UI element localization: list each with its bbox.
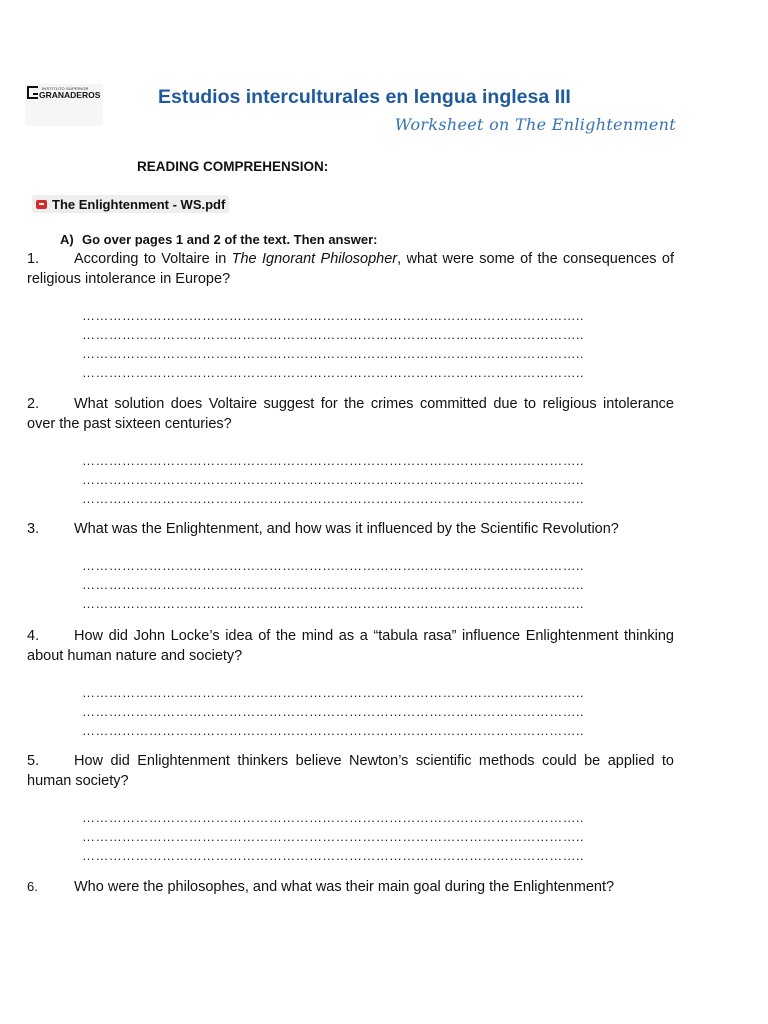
page-subtitle: Worksheet on The Enlightenment — [394, 115, 676, 134]
answer-line[interactable]: ………………………………………………………………………………………………….. — [82, 848, 584, 863]
answer-line[interactable]: ………………………………………………………………………………………………….. — [82, 365, 584, 380]
answer-line[interactable]: ………………………………………………………………………………………………….. — [82, 472, 584, 487]
answer-line[interactable]: ………………………………………………………………………………………………….. — [82, 704, 584, 719]
answer-line[interactable]: ………………………………………………………………………………………………….. — [82, 810, 584, 825]
question-number: 5. — [27, 753, 40, 769]
answer-lines — [82, 808, 666, 865]
answer-line[interactable]: ………………………………………………………………………………………………….. — [82, 596, 584, 611]
question-text: What was the Enlightenment, and how was it influenced by the Scientific Revolution? — [74, 521, 619, 537]
logo-small-text: INSTITUTO SUPERIOR — [42, 86, 89, 91]
answer-lines — [82, 451, 666, 508]
question-number: 3. — [27, 521, 40, 537]
question-text: According to Voltaire in — [74, 251, 232, 267]
question-text: How did Enlightenment thinkers believe Newton’s scientific methods could be applied to human society? — [27, 753, 674, 789]
question-text: What solution does Voltaire suggest for the crimes committed due to religious intolerance over the past sixteen centuries? — [27, 396, 674, 432]
answer-line[interactable]: ………………………………………………………………………………………………….. — [82, 308, 584, 323]
answer-line[interactable]: ………………………………………………………………………………………………….. — [82, 327, 584, 342]
page-title: Estudios interculturales en lengua inglesa III — [158, 86, 571, 108]
answer-line[interactable]: ………………………………………………………………………………………………….. — [82, 491, 584, 506]
instruction — [60, 232, 377, 247]
instruction-text: Go over pages 1 and 2 of the text. Then answer: — [82, 232, 378, 247]
answer-line[interactable]: ………………………………………………………………………………………………….. — [82, 558, 584, 573]
question-number: 4. — [27, 628, 40, 644]
question-1 — [27, 249, 674, 289]
instruction-marker: A) — [60, 232, 74, 247]
logo-mark-icon — [27, 86, 38, 99]
answer-lines — [82, 556, 666, 613]
answer-line[interactable]: ………………………………………………………………………………………………….. — [82, 577, 584, 592]
question-2 — [27, 394, 674, 434]
question-6 — [27, 877, 674, 897]
pdf-attachment-chip[interactable] — [32, 195, 229, 213]
answer-line[interactable]: ………………………………………………………………………………………………….. — [82, 829, 584, 844]
answer-line[interactable]: ………………………………………………………………………………………………….. — [82, 453, 584, 468]
section-heading: READING COMPREHENSION: — [137, 159, 329, 174]
pdf-icon — [36, 200, 47, 209]
question-text-rest: , what were some of the consequences of religious intolerance in Europe? — [27, 251, 674, 287]
logo-name: GRANADEROS — [39, 90, 101, 100]
answer-line[interactable]: ………………………………………………………………………………………………….. — [82, 346, 584, 361]
answer-line[interactable]: ………………………………………………………………………………………………….. — [82, 685, 584, 700]
question-3 — [27, 519, 674, 539]
question-5 — [27, 751, 674, 791]
question-number: 6. — [27, 879, 38, 894]
question-4 — [27, 626, 674, 666]
answer-line[interactable]: ………………………………………………………………………………………………….. — [82, 723, 584, 738]
institute-logo — [25, 84, 103, 126]
question-number: 1. — [27, 251, 40, 267]
question-text-italic: The Ignorant Philosopher — [231, 251, 398, 267]
question-number: 2. — [27, 396, 40, 412]
question-text: How did John Locke’s idea of the mind as a “tabula rasa” influence Enlightenment thinking about human nature and society? — [27, 628, 674, 664]
answer-lines — [82, 683, 666, 740]
attachment-filename: The Enlightenment - WS.pdf — [52, 196, 226, 212]
question-text: Who were the philosophes, and what was their main goal during the Enlightenment? — [74, 879, 615, 895]
answer-lines — [82, 306, 666, 382]
